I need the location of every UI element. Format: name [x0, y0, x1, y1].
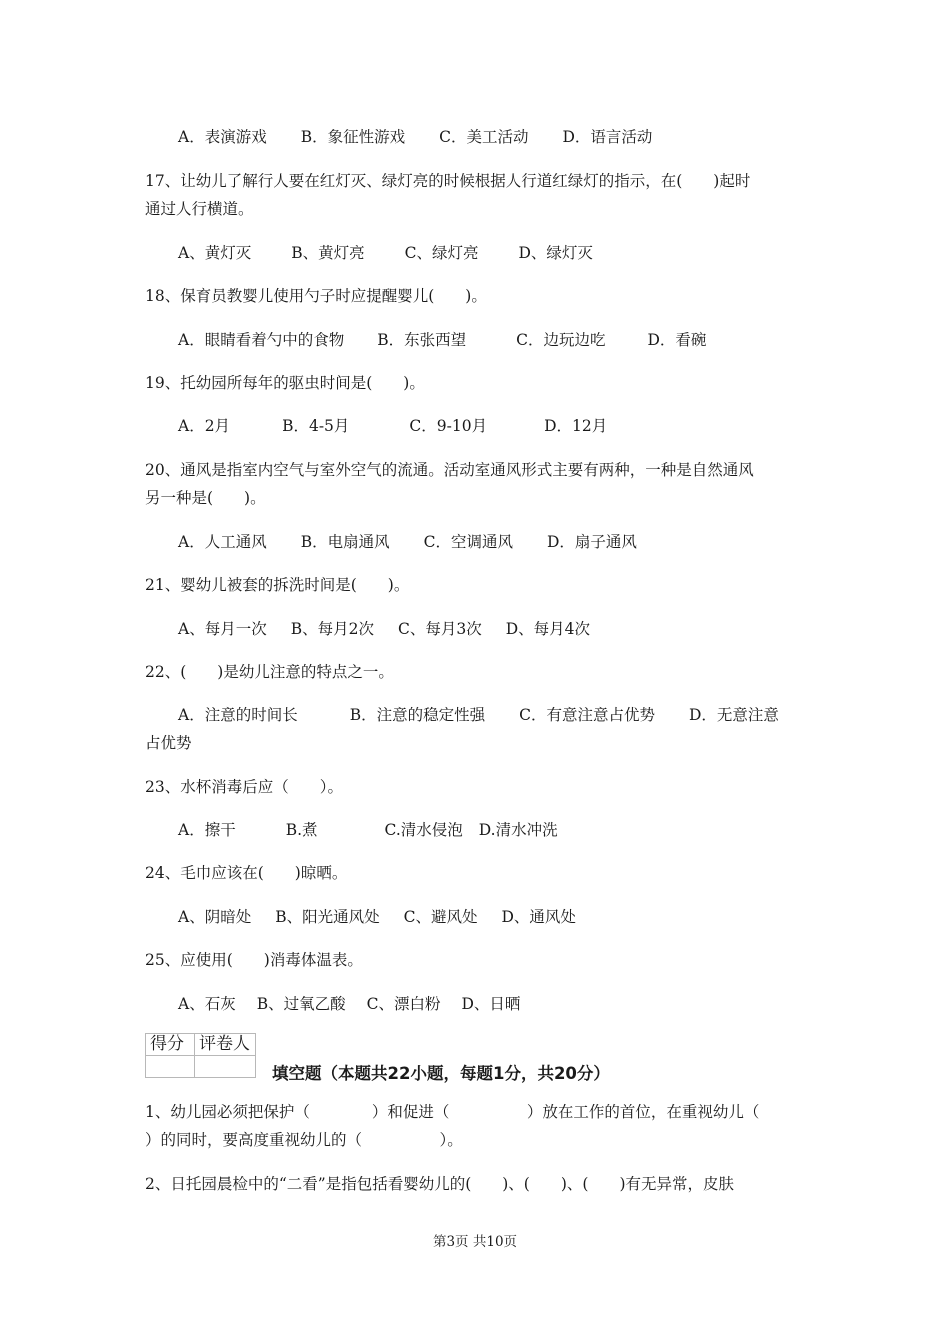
option-item: C、每月3次	[397, 620, 482, 638]
options-row	[178, 705, 818, 725]
option-item: C．空调通风	[423, 533, 513, 551]
option-item: C．美工活动	[439, 128, 529, 146]
option-item: D、日晒	[461, 995, 521, 1013]
option-item: A．注意的时间长	[178, 706, 298, 724]
section-title: 填空题（本题共22小题，每题1分，共20分）	[272, 1064, 610, 1083]
options-row	[178, 416, 818, 436]
question-text: 22、( )是幼儿注意的特点之一。	[145, 663, 394, 681]
question-text: 19、托幼园所每年的驱虫时间是( )。	[145, 374, 425, 392]
option-item: D．无意注意	[688, 706, 779, 724]
option-item: C．9-10月	[409, 417, 488, 435]
option-item: B.煮	[285, 821, 318, 839]
page-footer: 第3页 共10页	[432, 1234, 518, 1250]
question-text: 23、水杯消毒后应（ ）。	[145, 778, 343, 796]
score-cell	[146, 1056, 195, 1078]
option-item: B．注意的稳定性强	[349, 706, 486, 724]
option-item: A．眼睛看着勺中的食物	[178, 331, 345, 349]
option-item: D．看碗	[647, 331, 707, 349]
option-item: B．东张西望	[377, 331, 467, 349]
option-item: B．象征性游戏	[300, 128, 406, 146]
option-item: A、黄灯灭	[178, 244, 252, 262]
options-row	[178, 330, 818, 350]
option-item: A．2月	[178, 417, 231, 435]
option-item: D．12月	[544, 417, 608, 435]
options-row	[178, 820, 818, 840]
option-item: D．扇子通风	[546, 533, 637, 551]
options-row	[178, 907, 818, 927]
score-table-blank-row	[146, 1056, 256, 1078]
question-text: 2、日托园晨检中的“二看”是指包括看婴幼儿的( )、( )、( )有无异常，皮肤	[145, 1175, 734, 1193]
option-item: A．擦干	[178, 821, 236, 839]
question-text: ）的同时，要高度重视幼儿的（ ）。	[145, 1131, 463, 1149]
option-item: B．电扇通风	[300, 533, 390, 551]
options-row	[178, 994, 818, 1014]
question-text: 1、幼儿园必须把保护（ ）和促进（ ）放在工作的首位，在重视幼儿（	[145, 1103, 760, 1121]
question-text: 21、婴幼儿被套的拆洗时间是( )。	[145, 576, 410, 594]
option-item: B、阳光通风处	[275, 908, 380, 926]
option-item: D、每月4次	[505, 620, 590, 638]
option-item: A、阴暗处	[178, 908, 252, 926]
option-item: C、绿灯亮	[404, 244, 479, 262]
options-row	[178, 127, 818, 147]
option-item: B．4-5月	[282, 417, 350, 435]
option-item: A、石灰	[178, 995, 236, 1013]
question-text: 另一种是( )。	[145, 489, 266, 507]
question-text: 通过人行横道。	[145, 200, 254, 218]
question-text: 18、保育员教婴儿使用勺子时应提醒婴儿( )。	[145, 287, 487, 305]
options-row	[178, 532, 818, 552]
option-item: B、每月2次	[290, 620, 374, 638]
options-row	[178, 243, 818, 263]
grader-cell	[195, 1056, 256, 1078]
option-item: A、每月一次	[178, 620, 267, 638]
question-text: 20、通风是指室内空气与室外空气的流通。活动室通风形式主要有两种，一种是自然通风	[145, 461, 754, 479]
option-item: C、漂白粉	[366, 995, 441, 1013]
options-row	[178, 619, 818, 639]
option-item: C．边玩边吃	[516, 331, 606, 349]
question-text: 25、应使用( )消毒体温表。	[145, 951, 363, 969]
question-text: 17、让幼儿了解行人要在红灯灭、绿灯亮的时候根据人行道红绿灯的指示，在( )起时	[145, 172, 751, 190]
option-item: B、黄灯亮	[291, 244, 365, 262]
score-label: 得分	[146, 1034, 195, 1056]
option-item: C、避风处	[403, 908, 478, 926]
score-table-header-row	[146, 1034, 256, 1056]
option-item: A．人工通风	[178, 533, 267, 551]
option-item: C.清水侵泡	[384, 821, 463, 839]
option-item: D、绿灯灭	[518, 244, 593, 262]
question-text: 24、毛巾应该在( )晾晒。	[145, 864, 348, 882]
question-text: 占优势	[145, 734, 192, 752]
option-item: B、过氧乙酸	[256, 995, 346, 1013]
option-item: D、通风处	[501, 908, 576, 926]
option-item: C．有意注意占优势	[519, 706, 655, 724]
grader-label: 评卷人	[195, 1034, 256, 1056]
option-item: D.清水冲洗	[478, 821, 558, 839]
option-item: D．语言活动	[562, 128, 653, 146]
score-table	[145, 1033, 256, 1078]
option-item: A．表演游戏	[178, 128, 267, 146]
